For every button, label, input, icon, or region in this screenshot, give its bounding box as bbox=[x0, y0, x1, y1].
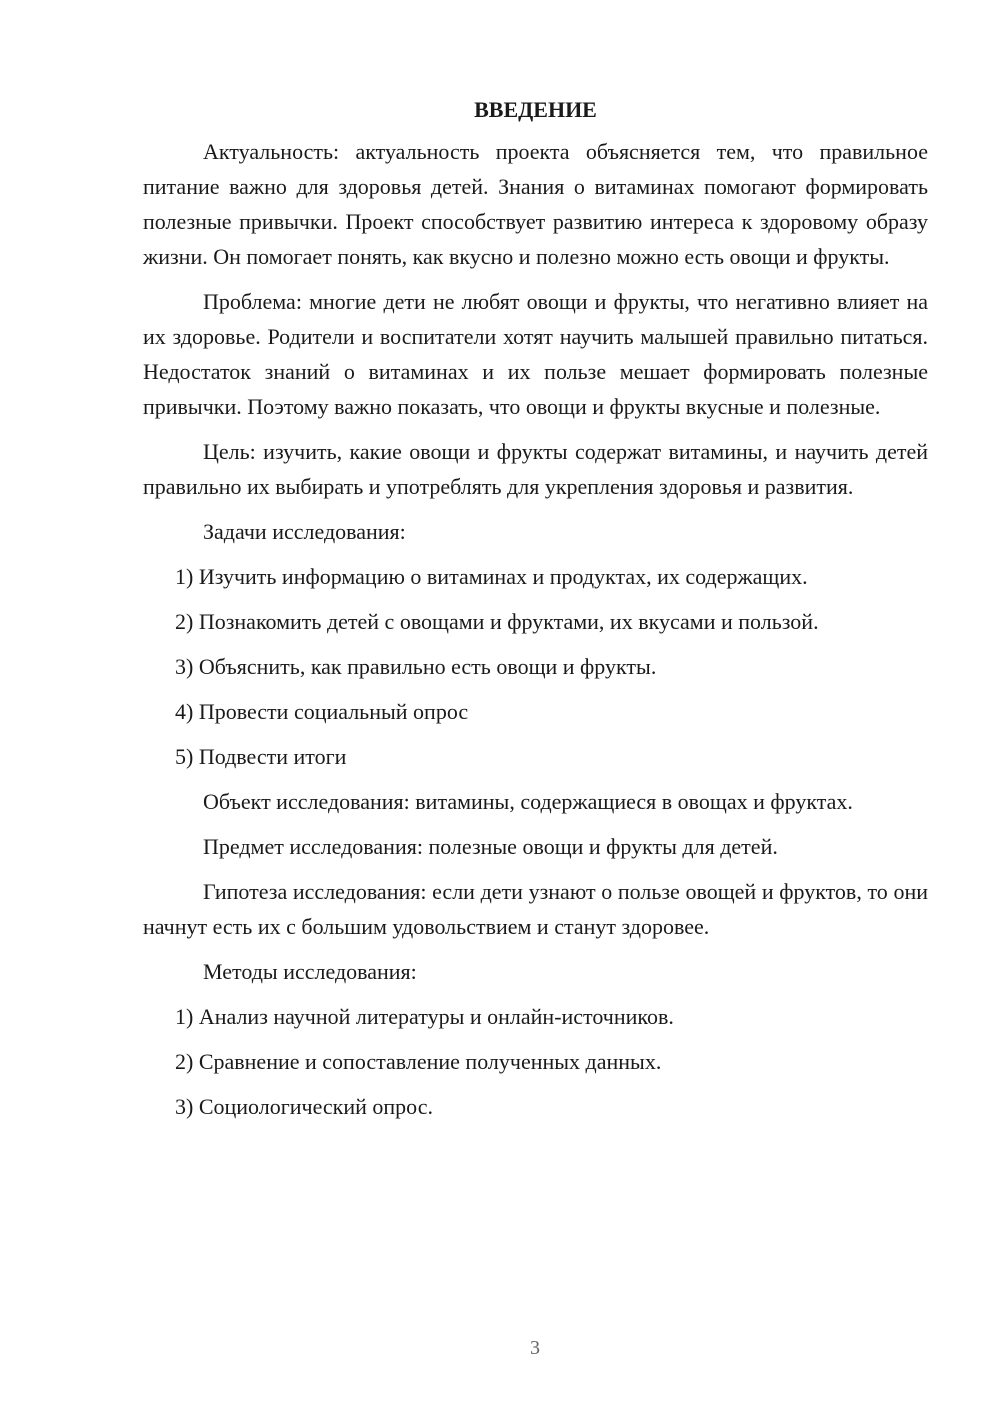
task-item: 2) Познакомить детей с овощами и фруктами, их вкусами и пользой. bbox=[175, 609, 819, 634]
methods-label: Методы исследования: bbox=[203, 959, 417, 984]
subject-paragraph: Предмет исследования: полезные овощи и фрукты для детей. bbox=[203, 834, 778, 859]
problem-paragraph: Проблема: многие дети не любят овощи и фрукты, что негативно влияет на их здоровье. Родители и воспитатели хотят научить малышей правильно питаться. Недостаток знаний о витаминах и их пользе мешает формировать полезные привычки. Поэтому важно показать, что овощи и фрукты вкусные и полезные. bbox=[143, 289, 928, 419]
task-item: 3) Объяснить, как правильно есть овощи и фрукты. bbox=[175, 654, 657, 679]
page-title: ВВЕДЕНИЕ bbox=[474, 97, 597, 122]
page-number: 3 bbox=[530, 1337, 540, 1359]
task-item: 5) Подвести итоги bbox=[175, 744, 347, 769]
task-item: 4) Провести социальный опрос bbox=[175, 699, 469, 724]
relevance-paragraph: Актуальность: актуальность проекта объясняется тем, что правильное питание важно для здоровья детей. Знания о витаминах помогают формировать полезные привычки. Проект способствует развитию интереса к здоровому образу жизни. Он помогает понять, как вкусно и полезно можно есть овощи и фрукты. bbox=[143, 139, 928, 269]
task-item: 1) Изучить информацию о витаминах и продуктах, их содержащих. bbox=[175, 564, 808, 589]
method-item: 2) Сравнение и сопоставление полученных данных. bbox=[175, 1049, 662, 1074]
object-paragraph: Объект исследования: витамины, содержащиеся в овощах и фруктах. bbox=[203, 789, 853, 814]
tasks-label: Задачи исследования: bbox=[203, 519, 406, 544]
hypothesis-paragraph: Гипотеза исследования: если дети узнают о пользе овощей и фруктов, то они начнут есть их с большим удовольствием и станут здоровее. bbox=[143, 879, 928, 939]
goal-paragraph: Цель: изучить, какие овощи и фрукты содержат витамины, и научить детей правильно их выбирать и употреблять для укрепления здоровья и развития. bbox=[143, 439, 928, 499]
method-item: 1) Анализ научной литературы и онлайн-источников. bbox=[175, 1004, 674, 1029]
method-item: 3) Социологический опрос. bbox=[175, 1094, 433, 1119]
document-page bbox=[143, 94, 928, 1124]
